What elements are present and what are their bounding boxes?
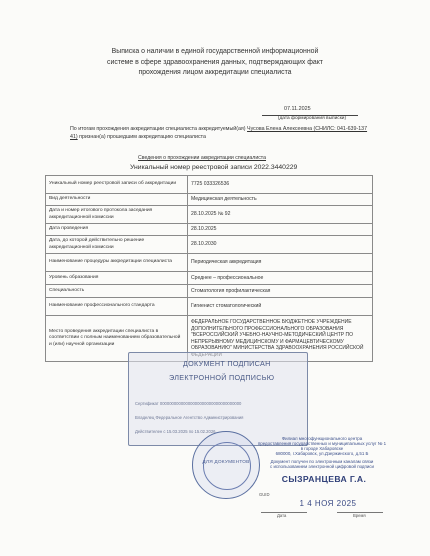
row-value: Гигиенист стоматологический	[188, 298, 373, 316]
row-label: Наименование профессионального стандарта	[46, 298, 188, 316]
stamp-signer-name: СЫЗРАНЦЕВА Г.А.	[281, 474, 367, 484]
person-name: Чусова Елена Алексеевна (СНИЛС: 041-639-137	[247, 126, 368, 132]
registry-number: Уникальный номер реестровой записи 2022.3440229	[130, 164, 298, 171]
row-label: Вид деятельности	[46, 194, 188, 206]
stamp-certificate: Сертификат 00000000000000000000000000000000000	[135, 401, 242, 406]
seal-text: ДЛЯ ДОКУМЕНТОВ	[202, 460, 250, 465]
intro-suffix: признан(а) прошедшим аккредитацию специалиста	[79, 134, 206, 141]
stamp-heading: ЭЛЕКТРОННОЙ ПОДПИСЬЮ	[169, 373, 275, 382]
title-line: системе в сфере здравоохранения данных, подтверждающих факт	[107, 58, 323, 66]
title-line: прохождения лицом аккредитации специалиста	[138, 69, 292, 76]
row-value: Периодическая аккредитация	[188, 254, 373, 272]
row-label: Уровень образования	[46, 272, 188, 285]
extract-date-caption: (дата формирования выписки)	[277, 116, 347, 121]
row-label: Дата, до которой действительно решение аккредитационной комиссии	[46, 236, 188, 254]
stamp-line: предоставления государственных и муниципальных услуг № 1	[257, 441, 387, 446]
table-row	[46, 285, 373, 298]
table-row	[46, 224, 373, 236]
stamp-time-caption: Время	[353, 513, 366, 518]
row-label: Наименование процедуры аккредитации специалиста	[46, 254, 188, 272]
table-row	[46, 194, 373, 206]
row-value: 28.10.2025 № 92	[188, 206, 373, 224]
stamp-date: 1 4 НОЯ 2025	[299, 499, 357, 508]
stamp-line: в городе Хабаровске	[300, 446, 344, 451]
table-row	[46, 236, 373, 254]
stamp-code: GUID	[259, 492, 270, 497]
stamp-heading: ДОКУМЕНТ ПОДПИСАН	[183, 359, 271, 368]
row-value: 28.10.2025	[188, 224, 373, 236]
mfc-copy-stamp	[257, 436, 387, 528]
row-value: ФЕДЕРАЛЬНОЕ ГОСУДАРСТВЕННОЕ БЮДЖЕТНОЕ УЧРЕЖДЕНИЕ ДОПОЛНИТЕЛЬНОГО ПРОФЕССИОНАЛЬНОГО ОБРАЗОВАНИЯ "ВСЕРОССИЙСКИЙ УЧЕБНО-НАУЧНО-МЕТОДИЧЕСКИЙ ЦЕНТР ПО НЕПРЕРЫВНОМУ МЕДИЦИНСКОМУ И ФАРМАЦЕВТИЧЕСКОМУ ОБРАЗОВАНИЮ" МИНИСТЕРСТВА ЗДРАВООХРАНЕНИЯ РОССИЙСКОЙ	[188, 316, 373, 362]
extract-date: 07.11.2025	[284, 106, 311, 112]
row-label: Уникальный номер реестровой записи об аккредитации	[46, 176, 188, 194]
stamp-line: с использованием электронной цифровой подписи	[270, 464, 374, 469]
stamp-line: Документ получен по электронным каналам связи	[270, 459, 374, 464]
stamp-validity: Действителен с 15.03.2025 по 15.02.2026	[135, 429, 216, 434]
row-label: Специальность	[46, 285, 188, 298]
stamp-line: 680000, г.Хабаровск, ул.Дзержинского, д.51 Б	[275, 451, 369, 456]
stamp-owner: Владелец Федеральное Агентство Администрирования	[135, 415, 244, 420]
seal-inner-ring	[203, 442, 251, 490]
table-row	[46, 254, 373, 272]
stamp-line: Филиал многофункционального центра	[281, 436, 363, 441]
table-row	[46, 298, 373, 316]
row-label: Дата и номер итогового протокола заседания аккредитационной комиссии	[46, 206, 188, 224]
row-label: Дата проведения	[46, 224, 188, 236]
accreditation-table	[45, 175, 373, 362]
intro-prefix: По итогам прохождения аккредитации специалиста аккредитуемый(ая)	[70, 126, 246, 132]
person-name-cont: 41)	[70, 134, 78, 141]
row-label: Место проведения аккредитации специалиста в соответствии с полным наименованием образовательной и (или) научной организации	[46, 316, 188, 362]
title-line: Выписка о наличии в единой государственной информационной	[111, 48, 319, 55]
row-value: 28.10.2030	[188, 236, 373, 254]
section-title: Сведения о прохождении аккредитации специалиста	[138, 155, 267, 161]
document-title	[60, 47, 370, 79]
table-row	[46, 272, 373, 285]
row-value: Медицинская деятельность	[188, 194, 373, 206]
row-value: Среднее – профессиональное	[188, 272, 373, 285]
intro-paragraph	[70, 125, 370, 141]
stamp-date-caption: Дата	[277, 513, 287, 518]
round-seal	[192, 431, 260, 499]
table-row	[46, 176, 373, 194]
table-row	[46, 206, 373, 224]
row-value: Стоматология профилактическая	[188, 285, 373, 298]
row-value: 7725 033326536	[188, 176, 373, 194]
